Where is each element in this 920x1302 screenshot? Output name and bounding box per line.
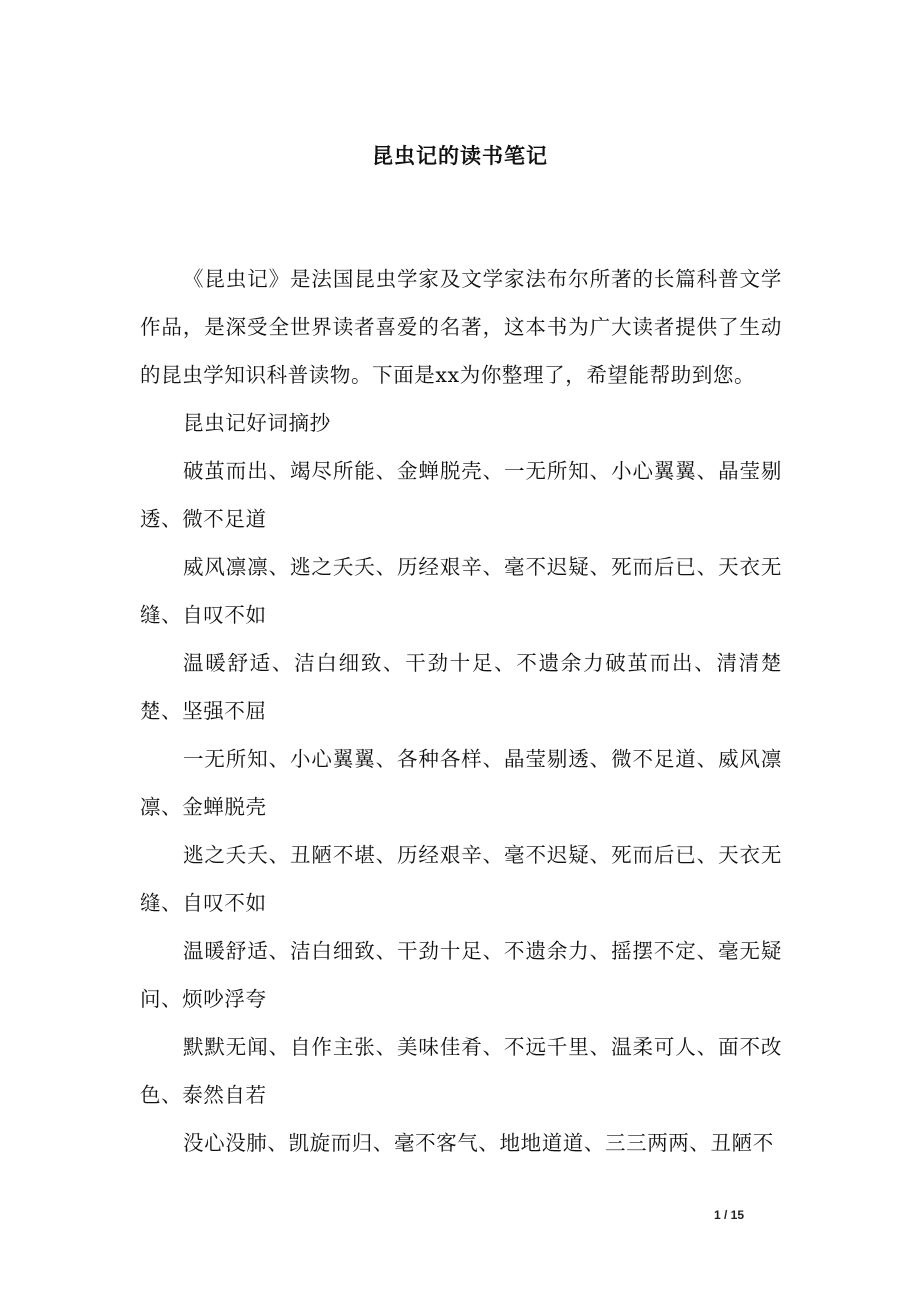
paragraph-words-2: 威风凛凛、逃之夭夭、历经艰辛、毫不迟疑、死而后已、天衣无缝、自叹不如 bbox=[140, 555, 782, 627]
paragraph-words-6: 温暖舒适、洁白细致、干劲十足、不遗余力、摇摆不定、毫无疑问、烦吵浮夸 bbox=[140, 939, 782, 1011]
paragraph-words-1: 破茧而出、竭尽所能、金蝉脱壳、一无所知、小心翼翼、晶莹剔透、微不足道 bbox=[140, 459, 782, 531]
paragraph-words-3: 温暖舒适、洁白细致、干劲十足、不遗余力破茧而出、清清楚楚、坚强不屈 bbox=[140, 651, 782, 723]
paragraph-words-5: 逃之夭夭、丑陋不堪、历经艰辛、毫不迟疑、死而后已、天衣无缝、自叹不如 bbox=[140, 843, 782, 915]
paragraph-intro: 《昆虫记》是法国昆虫学家及文学家法布尔所著的长篇科普文学作品，是深受全世界读者喜爱的名著，这本书为广大读者提供了生动的昆虫学知识科普读物。下面是xx为你整理了，希望能帮助到您。 bbox=[140, 267, 782, 387]
page-number: 1 / 15 bbox=[714, 1208, 745, 1222]
paragraph-words-4: 一无所知、小心翼翼、各种各样、晶莹剔透、微不足道、威风凛凛、金蝉脱壳 bbox=[140, 747, 782, 819]
paragraph-words-8: 没心没肺、凯旋而归、毫不客气、地地道道、三三两两、丑陋不 bbox=[183, 1131, 774, 1155]
paragraph-words-7: 默默无闻、自作主张、美味佳肴、不远千里、温柔可人、面不改色、泰然自若 bbox=[140, 1035, 782, 1107]
document-body bbox=[140, 255, 782, 1167]
page-title: 昆虫记的读书笔记 bbox=[372, 143, 548, 168]
paragraph-section-heading: 昆虫记好词摘抄 bbox=[183, 411, 331, 435]
